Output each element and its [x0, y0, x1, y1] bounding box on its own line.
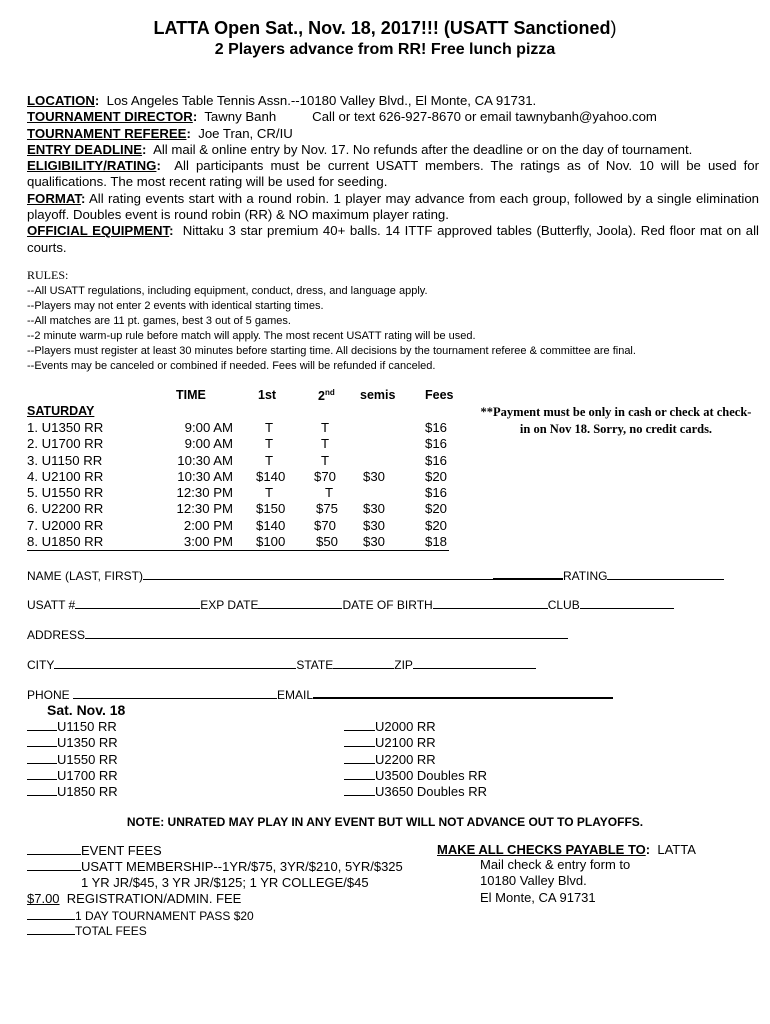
name-label: NAME (LAST, FIRST) [27, 569, 144, 583]
event-checkbox[interactable] [344, 752, 375, 764]
rule-item: --2 minute warm-up rule before match will apply. The most recent USATT rating will be used. [27, 330, 476, 342]
event-option: U2100 RR [344, 735, 487, 751]
address-label: ADDRESS [27, 628, 86, 642]
checks-payable [437, 842, 696, 906]
event-option: U2200 RR [344, 752, 487, 768]
total-field[interactable] [27, 923, 75, 935]
phone-label: PHONE [27, 688, 74, 702]
zip-field[interactable] [413, 657, 536, 669]
events-right-list [344, 719, 487, 800]
rule-item: --All matches are 11 pt. games, best 3 out of 5 games. [27, 315, 291, 327]
email-field[interactable] [313, 686, 613, 699]
table-row: 5. U1550 RR 12:30 PM T T $16 [27, 485, 448, 501]
director-line: TOURNAMENT DIRECTOR: Tawny Banh Call or text 626-927-8670 or email tawnybanh@yahoo.com [27, 109, 657, 125]
checks-label: MAKE ALL CHECKS PAYABLE TO: LATTA [437, 842, 696, 857]
event-checkbox[interactable] [27, 719, 57, 731]
address-field[interactable] [85, 627, 568, 639]
fee-total: TOTAL FEES [27, 923, 147, 938]
table-row: 8. U1850 RR 3:00 PM $100 $50 $30 $18 [27, 534, 449, 551]
fee-membership-2: 1 YR JR/$45, 3 YR JR/$125; 1 YR COLLEGE/$45 [81, 875, 369, 890]
fee-pass: 1 DAY TOURNAMENT PASS $20 [27, 908, 254, 923]
form-row-usatt [27, 597, 674, 612]
event-option: U1850 RR [27, 784, 118, 800]
table-row: 4. U2100 RR 10:30 AM $140 $70 $30 $20 [27, 468, 448, 484]
referee-line: TOURNAMENT REFEREE: Joe Tran, CR/IU [27, 125, 293, 141]
fee-event: EVENT FEES [27, 843, 162, 858]
event-option: U1350 RR [27, 735, 118, 751]
city-label: CITY [27, 658, 55, 672]
rules-list [27, 284, 767, 374]
zip-label: ZIP [394, 658, 413, 672]
page-title: LATTA Open Sat., Nov. 18, 2017!!! (USATT Sanctioned) [153, 18, 617, 38]
city-field[interactable] [54, 657, 296, 669]
event-checkbox[interactable] [27, 784, 57, 796]
location-line: LOCATION: Los Angeles Table Tennis Assn.--10180 Valley Blvd., El Monte, CA 91731. [27, 93, 537, 108]
col-header-first: 1st [258, 388, 277, 402]
club-label: CLUB [547, 598, 580, 612]
rule-item: --Players must register at least 30 minutes before starting time. All decisions by the tournament referee & committee are final. [27, 345, 636, 357]
pass-field[interactable] [27, 908, 75, 920]
event-option: U2000 RR [344, 719, 487, 735]
rating-label: RATING [563, 569, 608, 583]
event-option: U3650 Doubles RR [344, 784, 487, 800]
rules-heading: RULES: [27, 268, 69, 282]
col-header-semis: semis [360, 388, 396, 402]
dob-field[interactable] [433, 597, 548, 609]
rating-field[interactable] [607, 568, 724, 580]
table-row: 2. U1700 RR 9:00 AM T T $16 [27, 436, 448, 452]
unrated-note: NOTE: UNRATED MAY PLAY IN ANY EVENT BUT WILL NOT ADVANCE OUT TO PLAYOFFS. [126, 815, 644, 829]
page-subtitle: 2 Players advance from RR! Free lunch pizza [214, 41, 556, 58]
equipment-line: OFFICIAL EQUIPMENT: Nittaku 3 star premium 40+ balls. 14 ITTF approved tables (Butterfly, Joola). Red floor mat on all courts. [27, 223, 759, 255]
state-label: STATE [296, 658, 334, 672]
event-checkbox[interactable] [344, 768, 375, 780]
table-row: 6. U2200 RR 12:30 PM $150 $75 $30 $20 [27, 501, 448, 517]
tournament-info [27, 93, 759, 256]
rule-item: --All USATT regulations, including equipment, conduct, dress, and language apply. [27, 285, 428, 297]
rule-item: --Events may be canceled or combined if needed. Fees will be refunded if canceled. [27, 360, 436, 372]
event-checkbox[interactable] [344, 719, 375, 731]
event-checkbox[interactable] [344, 735, 375, 747]
event-option: U1700 RR [27, 768, 118, 784]
dob-label: DATE OF BIRTH [342, 598, 433, 612]
schedule-table [27, 420, 449, 551]
rule-item: --Players may not enter 2 events with identical starting times. [27, 300, 324, 312]
event-checkbox[interactable] [27, 768, 57, 780]
table-row: 1. U1350 RR 9:00 AM T T $16 [27, 420, 448, 435]
name-field[interactable] [143, 568, 493, 580]
name-field-extra[interactable] [493, 567, 563, 580]
deadline-line: ENTRY DEADLINE: All mail & online entry by Nov. 17. No refunds after the deadline or on the day of tournament. [27, 141, 693, 157]
mail-address: Mail check & entry form to 10180 Valley Blvd. El Monte, CA 91731 [480, 857, 631, 905]
format-line: FORMAT: All rating events start with a round robin. 1 player may advance from each group, followed by a single elimination playoff. Doubles event is round robin (RR) & NO maximum player rating. [27, 190, 760, 223]
col-header-fees: Fees [425, 388, 454, 402]
form-row-address [27, 627, 568, 642]
schedule-day: SATURDAY [27, 404, 95, 418]
event-option: U1550 RR [27, 752, 118, 768]
payment-note: **Payment must be only in cash or check at check-in on Nov 18. Sorry, no credit cards. [480, 405, 752, 436]
fee-registration: $7.00 REGISTRATION/ADMIN. FEE [27, 891, 242, 906]
events-title: Sat. Nov. 18 [47, 702, 126, 718]
event-checkbox[interactable] [27, 735, 57, 747]
exp-field[interactable] [258, 597, 342, 609]
col-header-time: TIME [176, 388, 206, 402]
table-row: 7. U2000 RR 2:00 PM $140 $70 $30 $20 [27, 517, 448, 533]
usatt-field[interactable] [75, 597, 200, 609]
eligibility-line: ELIGIBILITY/RATING: All participants must be current USATT members. The ratings as of Nov. 10 will be used for qualifications. The most recent rating will be used for seeding. [27, 158, 759, 190]
membership-field[interactable] [27, 859, 81, 871]
event-checkbox[interactable] [344, 784, 375, 796]
usatt-label: USATT # [27, 598, 76, 612]
club-field[interactable] [580, 597, 674, 609]
email-label: EMAIL [277, 688, 314, 702]
phone-field[interactable] [73, 687, 277, 699]
col-header-second: 2nd [318, 388, 335, 403]
event-option: U1150 RR [27, 719, 118, 735]
form-row-phone [27, 686, 613, 702]
event-fees-field[interactable] [27, 843, 81, 855]
form-row-city [27, 657, 536, 672]
events-left-list [27, 719, 118, 800]
fee-membership: USATT MEMBERSHIP--1YR/$75, 3YR/$210, 5YR/$325 [27, 859, 403, 874]
event-checkbox[interactable] [27, 752, 57, 764]
table-row: 3. U1150 RR 10:30 AM T T $16 [27, 452, 448, 468]
state-field[interactable] [333, 657, 394, 669]
event-option: U3500 Doubles RR [344, 768, 487, 784]
exp-label: EXP DATE [200, 598, 259, 612]
form-row-name [27, 567, 724, 583]
